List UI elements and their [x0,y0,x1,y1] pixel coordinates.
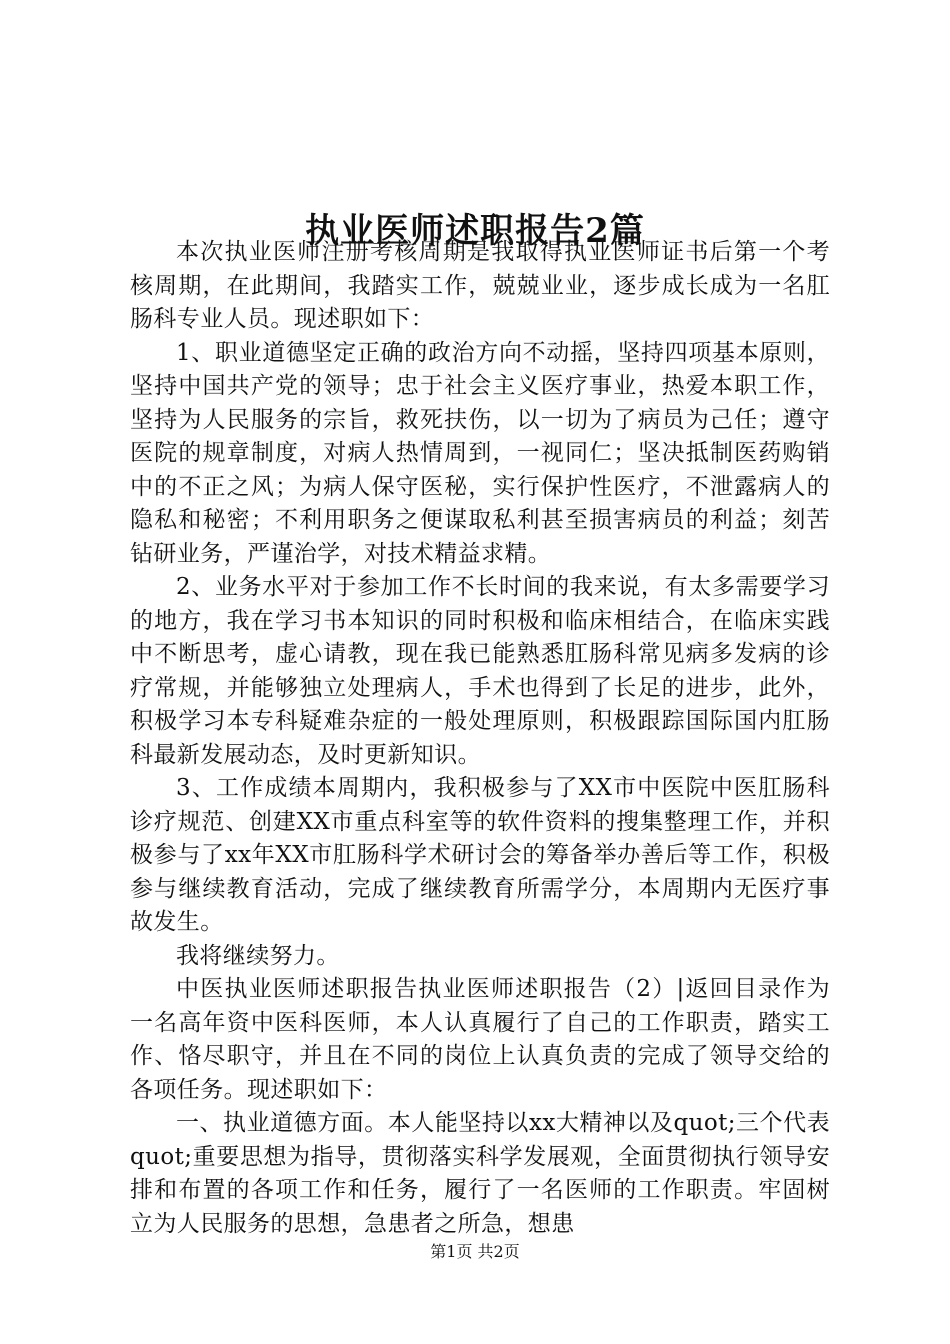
document-title: 执业医师述职报告2篇 [305,210,645,251]
document-body [130,236,830,1241]
paragraph-achievements: 3、工作成绩本周期内，我积极参与了XX市中医院中医肛肠科诊疗规范、创建XX市重点科室等的软件资料的搜集整理工作，并积极参与了xx年XX市肛肠科学术研讨会的筹备举办善后等工作，积极参与继续教育活动，完成了继续教育所需学分，本周期内无医疗事故发生。 [130,775,830,935]
paragraph-report-2-ethics: 一、执业道德方面。本人能坚持以xx大精神以及quot;三个代表quot;重要思想为指导，贯彻落实科学发展观，全面贯彻执行领导安排和布置的各项工作和任务，履行了一名医师的工作职责。牢固树立为人民服务的思想，急患者之所急，想患 [130,1110,830,1237]
paragraph-skills: 2、业务水平对于参加工作不长时间的我来说，有太多需要学习的地方，我在学习书本知识的同时积极和临床相结合，在临床实践中不断思考，虚心请教，现在我已能熟悉肛肠科常见病多发病的诊疗常规，并能够独立处理病人，手术也得到了长足的进步，此外，积极学习本专科疑难杂症的一般处理原则，积极跟踪国际国内肛肠科最新发展动态，及时更新知识。 [130,574,830,768]
paragraph-closing: 我将继续努力。 [176,942,340,969]
paragraph-intro: 本次执业医师注册考核周期是我取得执业医师证书后第一个考核周期，在此期间，我踏实工作，兢兢业业，逐步成长成为一名肛肠科专业人员。现述职如下： [130,239,830,332]
page-footer: 第1页 共2页 [430,1242,520,1261]
paragraph-report-2-intro: 中医执业医师述职报告执业医师述职报告（2）|返回目录作为一名高年资中医科医师，本人认真履行了自己的工作职责，踏实工作、恪尽职守，并且在不同的岗位上认真负责的完成了领导交给的各项任务。现述职如下： [130,976,830,1103]
paragraph-ethics: 1、职业道德坚定正确的政治方向不动摇，坚持四项基本原则，坚持中国共产党的领导；忠于社会主义医疗事业，热爱本职工作，坚持为人民服务的宗旨，救死扶伤，以一切为了病员为己任；遵守医院的规章制度，对病人热情周到，一视同仁；坚决抵制医药购销中的不正之风；为病人保守医秘，实行保护性医疗，不泄露病人的隐私和秘密；不利用职务之便谋取私利甚至损害病员的利益；刻苦钻研业务，严谨治学，对技术精益求精。 [130,339,830,567]
